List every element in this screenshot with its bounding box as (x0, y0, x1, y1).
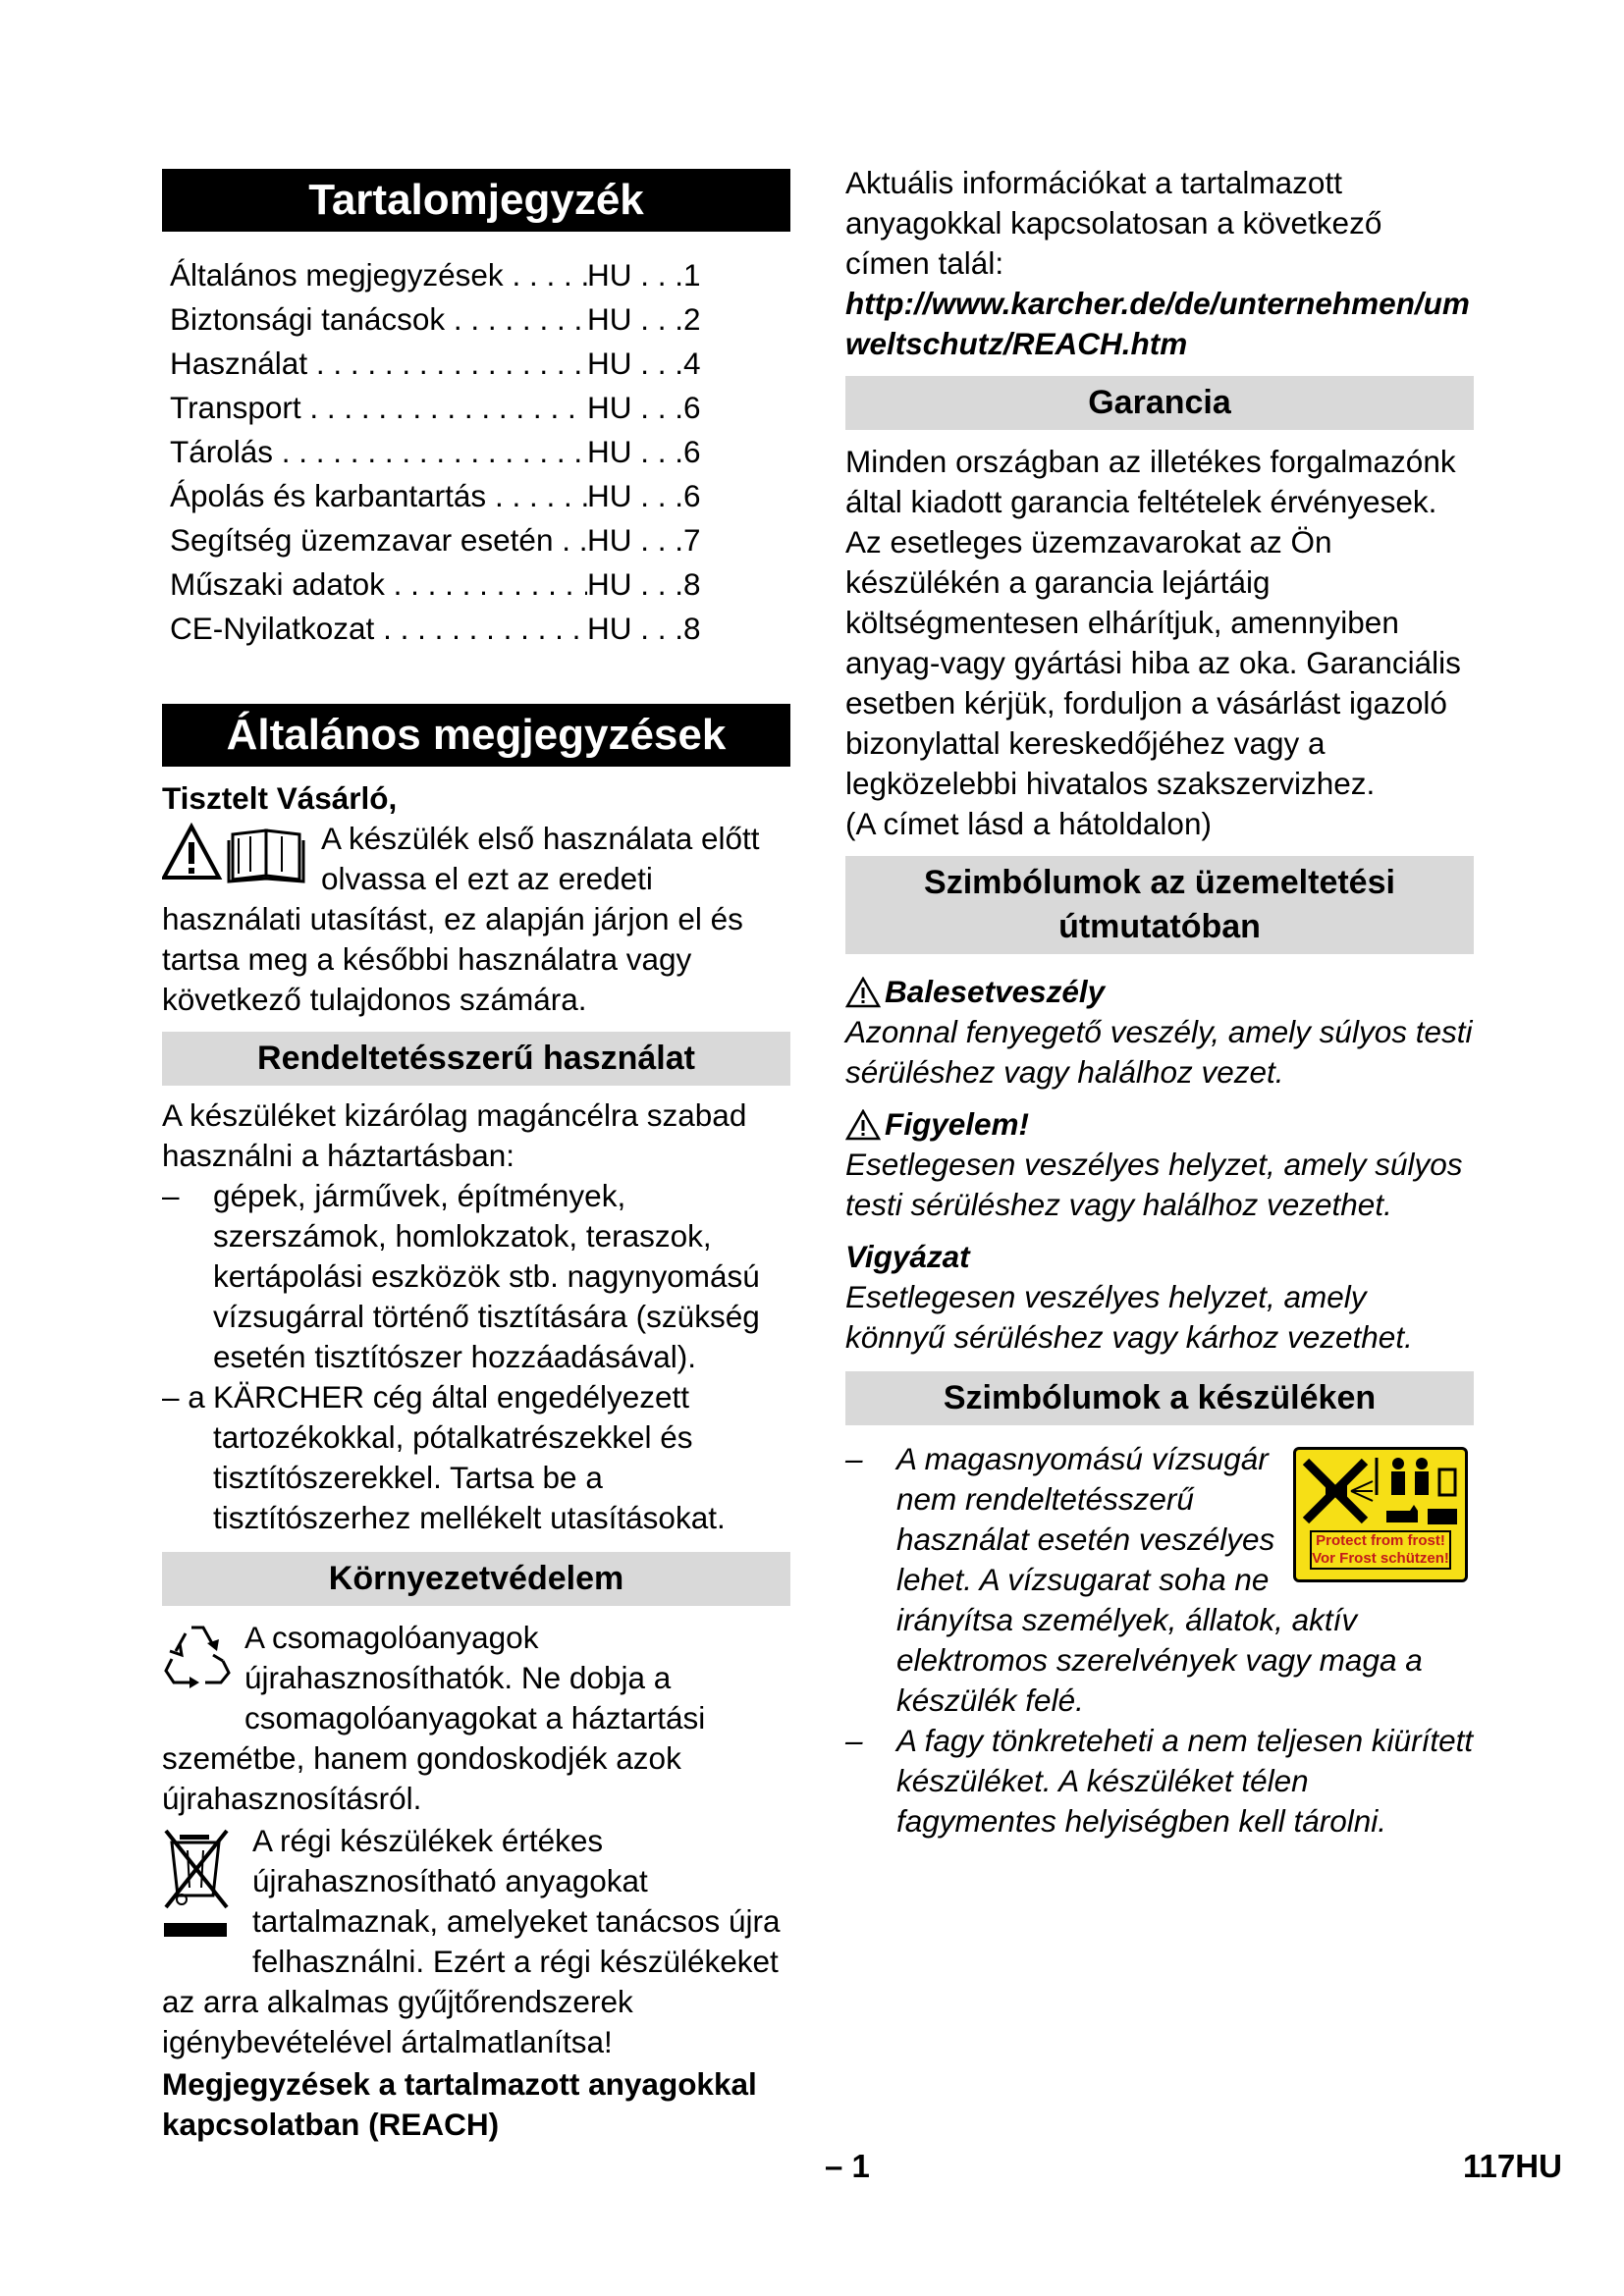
intro-paragraph (162, 819, 790, 1020)
toc-entry-ref: HU . . .6 (587, 478, 701, 513)
toc-entry-title: Biztonsági tanácsok . . . (170, 297, 587, 342)
packaging-text: A csomagolóanyagok újrahasznosíthatók. Ne dobja a csomagolóanyagokat a háztartási szemétbe, hanem gondoskodjék azok újrahasznosításról. (162, 1620, 706, 1816)
symbols-device-list (845, 1439, 1474, 1842)
toc-entry[interactable] (170, 474, 790, 518)
warning-text: Esetlegesen veszélyes helyzet, amely súlyos testi sérüléshez vagy halálhoz vezethet. (845, 1147, 1463, 1222)
table-of-contents (162, 253, 790, 651)
toc-entry[interactable] (170, 297, 790, 342)
toc-entry[interactable] (170, 562, 790, 607)
salutation: Tisztelt Vásárló, (162, 780, 398, 816)
old-devices-paragraph (162, 1821, 790, 2062)
weee-bin-icon (162, 1825, 231, 1950)
toc-entry[interactable] (170, 342, 790, 386)
toc-entry-ref: HU . . .1 (587, 257, 701, 293)
danger-text: Azonnal fenyegető veszély, amely súlyos testi sérüléshez vagy halálhoz vezet. (845, 1014, 1473, 1090)
symbols-device-section (845, 1439, 1474, 1842)
warning-title-text: Figyelem! (885, 1106, 1030, 1142)
toc-entry-ref: HU . . .6 (587, 434, 701, 469)
intro-text: A készülék első használata előtt olvassa el ezt az eredeti használati utasítást, ez alapján járjon el és tartsa meg a későbbi használatra vagy következő tulajdonos számára. (162, 821, 760, 1017)
warning-manual-icon (162, 823, 307, 893)
toc-entry-ref: HU . . .2 (587, 301, 701, 337)
danger-title (845, 972, 1474, 1012)
page-number: – 1 (825, 2148, 870, 2184)
toc-entry[interactable] (170, 253, 790, 297)
list-dash: – (845, 1441, 863, 1476)
intended-use-heading: Rendeltetésszerű használat (162, 1032, 790, 1086)
intended-use-list (162, 1176, 790, 1538)
toc-entry[interactable] (170, 518, 790, 562)
label-spacer (1293, 1439, 1474, 1584)
toc-entry-title: Tárolás . . . (170, 430, 587, 474)
old-devices-text: A régi készülékek értékes újrahasznosítható anyagokat tartalmaznak, amelyeket tanácsos újra felhasználni. Ezért a régi készülékeket az arra alkalmas gyűjtőrendszerek igénybevételével ártalmatlanítsa! (162, 1823, 781, 2059)
toc-entry-ref: HU . . .8 (587, 611, 701, 646)
environment-heading: Környezetvédelem (162, 1552, 790, 1606)
reach-heading: Megjegyzések a tartalmazott anyagokkal kapcsolatban (REACH) (162, 2066, 757, 2142)
warranty-heading: Garancia (845, 376, 1474, 430)
caution-text: Esetlegesen veszélyes helyzet, amely könnyű sérüléshez vagy kárhoz vezethet. (845, 1279, 1413, 1355)
list-item (845, 1721, 1474, 1842)
toc-entry-ref: HU . . .4 (587, 346, 701, 381)
page-code: 117HU (1463, 2148, 1562, 2184)
list-item-text: gépek, járművek, építmények, szerszámok, homlokzatok, teraszok, kertápolási eszközök stb. nagynyomású vízsugárral történő tisztítására (szükség esetén tisztítószer hozzáadásával). (213, 1178, 760, 1374)
left-column (162, 169, 790, 2145)
warranty-address-note: (A címet lásd a hátoldalon) (845, 806, 1212, 841)
list-dash: – a (162, 1379, 205, 1415)
warning-title (845, 1104, 1474, 1145)
caution-title: Vigyázat (845, 1239, 970, 1274)
toc-entry-title: Használat . . . (170, 342, 587, 386)
list-item (845, 1439, 1474, 1721)
toc-entry-ref: HU . . .7 (587, 522, 701, 558)
toc-entry[interactable] (170, 386, 790, 430)
toc-entry-ref: HU . . .8 (587, 566, 701, 602)
recycle-icon (162, 1622, 233, 1700)
toc-entry-ref: HU . . .6 (587, 390, 701, 425)
list-item-text: A fagy tönkreteheti a nem teljesen kiürített készüléket. A készüléket télen fagymentes helyiségben kell tárolni. (896, 1723, 1474, 1839)
list-item-text: A magasnyomású vízsugár nem rendeltetésszerű használat esetén veszélyes lehet. A vízsugarat soha ne irányítsa személyek, állatok, aktív elektromos szerelvények vagy maga a készülék felé. (896, 1441, 1423, 1718)
toc-heading: Tartalomjegyzék (162, 169, 790, 232)
frost-label-line1: Protect from frost! (1316, 1532, 1445, 1549)
toc-entry-title: Műszaki adatok . . . (170, 562, 587, 607)
packaging-paragraph (162, 1618, 790, 1819)
reach-link[interactable]: http://www.karcher.de/de/unternehmen/umweltschutz/REACH.htm (845, 286, 1470, 361)
list-item (162, 1176, 790, 1377)
list-dash: – (845, 1723, 863, 1758)
toc-entry-title: Segítség üzemzavar esetén . . . (170, 518, 587, 562)
toc-entry-title: Ápolás és karbantartás . . . (170, 474, 587, 518)
list-item (162, 1377, 790, 1538)
list-item-text: KÄRCHER cég által engedélyezett tartozékokkal, pótalkatrészekkel és tisztítószerekkel. Tartsa be a tisztítószerhez mellékelt utasításokat. (213, 1379, 726, 1535)
symbols-device-heading: Szimbólumok a készüléken (845, 1371, 1474, 1425)
right-column (845, 163, 1474, 1842)
symbols-manual-heading: Szimbólumok az üzemeltetési útmutatóban (845, 856, 1474, 954)
danger-title-text: Balesetveszély (885, 974, 1106, 1009)
toc-entry-title: Általános megjegyzések . . . (170, 253, 587, 297)
list-dash: – (162, 1178, 180, 1213)
warranty-text: Minden országban az illetékes forgalmazónk által kiadott garancia feltételek érvényesek. Az esetleges üzemzavarokat az Ön készülékén a garancia lejártáig költségmentesen elhárítjuk, amennyiben anyag-vagy gyártási hiba az oka. Garanciális esetben kérjük, forduljon a vásárlást igazoló bizonylattal kereskedőjéhez vagy a legközelebbi hivatalos szakszervizhez. (845, 444, 1461, 801)
toc-entry[interactable] (170, 607, 790, 651)
warning-icon (845, 1109, 881, 1141)
frost-label-line2: Vor Frost schützen! (1312, 1550, 1449, 1567)
general-heading: Általános megjegyzések (162, 704, 790, 767)
reach-text: Aktuális információkat a tartalmazott anyagokkal kapcsolatosan a következő címen talál: (845, 165, 1382, 281)
intended-use-intro: A készüléket kizárólag magáncélra szabad használni a háztartásban: (162, 1097, 747, 1173)
toc-entry[interactable] (170, 430, 790, 474)
toc-entry-title: CE-Nyilatkozat . . . (170, 607, 587, 651)
toc-entry-title: Transport . . . (170, 386, 587, 430)
danger-warning-icon (845, 977, 881, 1008)
